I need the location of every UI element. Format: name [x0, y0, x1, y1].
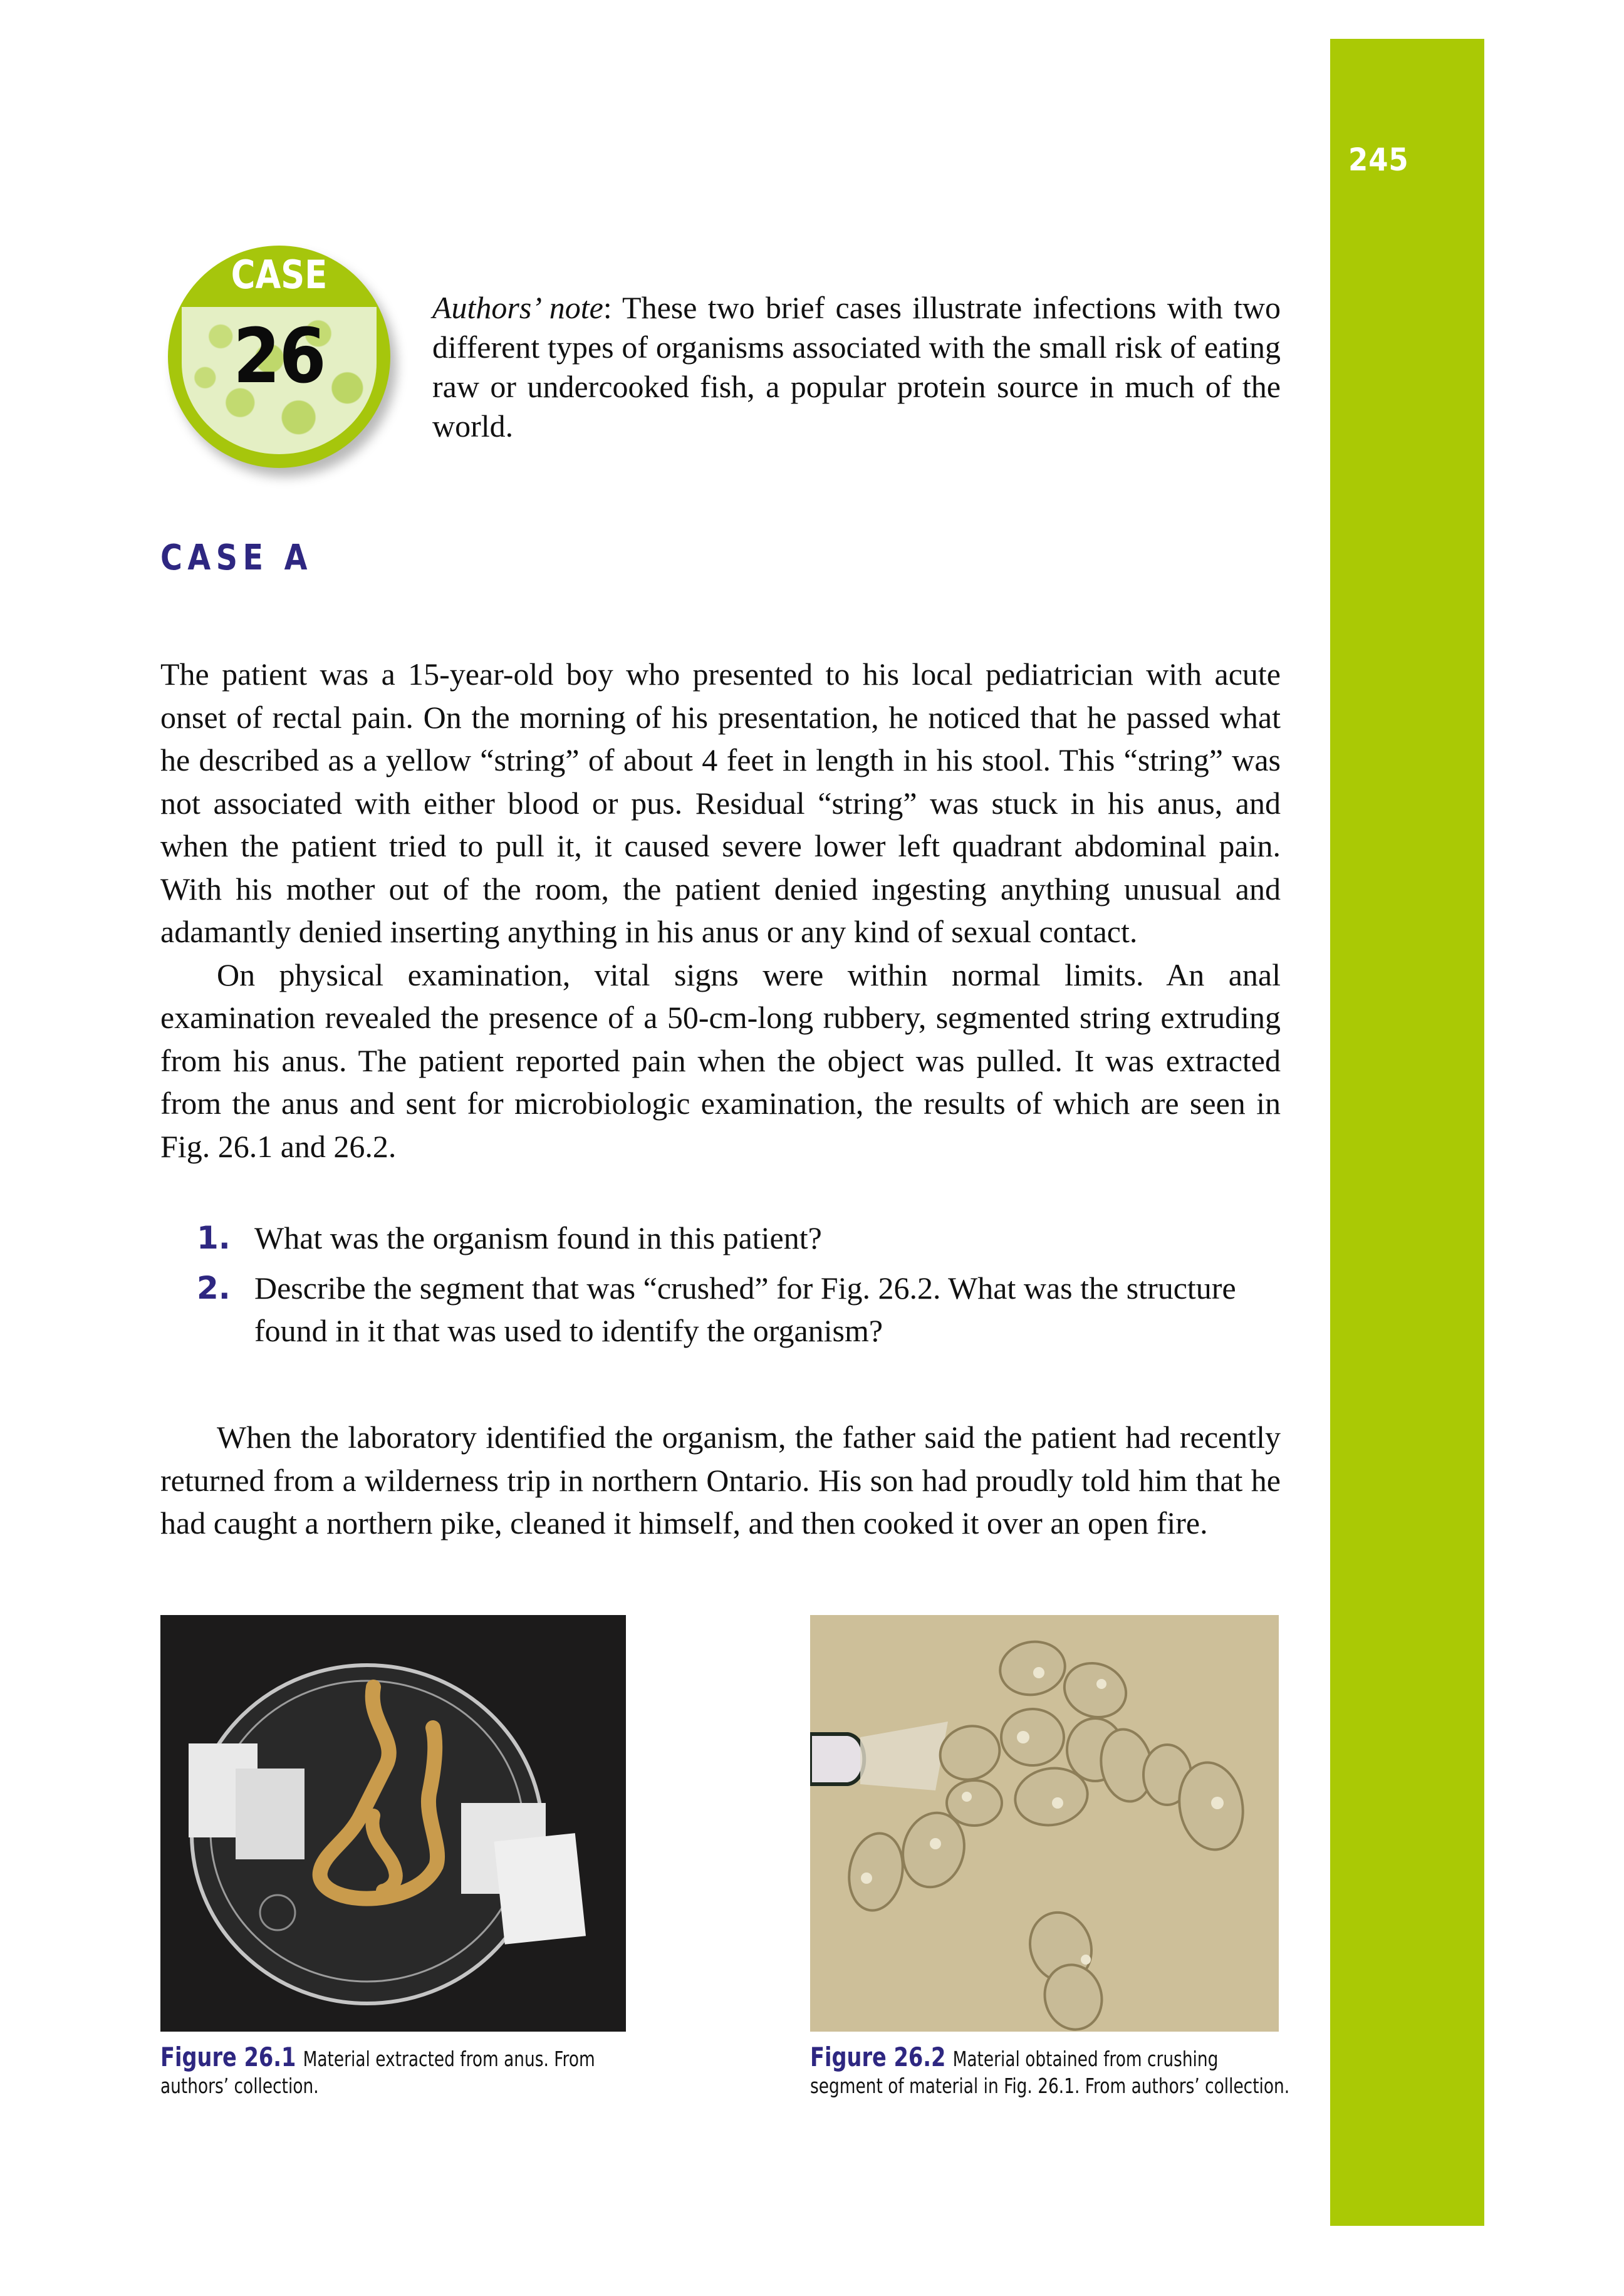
question-number: 1. [197, 1220, 231, 1256]
figure-label: Figure 26.1 [160, 2042, 296, 2072]
chapter-side-bar [1330, 39, 1484, 2226]
question-list [160, 1217, 1281, 1359]
authors-note [432, 288, 1281, 446]
figure-26-1-image [160, 1615, 626, 2032]
question-text: What was the organism found in this patient? [254, 1220, 822, 1255]
figure-26-2-image [810, 1615, 1279, 2032]
figure-26-2-caption [810, 2044, 1291, 2099]
question-number: 2. [197, 1270, 231, 1306]
paragraph: On physical examination, vital signs were within normal limits. An anal examination revealed the presence of a 50-cm-long rubbery, segmented string extruding from his anus. The patient reported pain when the object was pulled. It was extracted from the anus and sent for microbiologic examination, the results of which are seen in Fig. 26.1 and 26.2. [160, 957, 1281, 1164]
badge-label: CASE [231, 252, 328, 298]
question-item [160, 1267, 1281, 1352]
page-number: 245 [1348, 142, 1409, 178]
figure-26-1 [160, 1615, 626, 2032]
paragraph: The patient was a 15-year-old boy who presented to his local pediatrician with acute onset of rectal pain. On the morning of his presentation, he noticed that he passed what he described as a yellow “string” of about 4 feet in length in his stool. This “string” was not associated with either blood or pus. Residual “string” was stuck in his anus, and when the patient tried to pull it, it caused severe lower left quadrant abdominal pain. With his mother out of the room, the patient denied ingesting anything unusual and adamantly denied inserting anything in his anus or any kind of sexual contact. [160, 657, 1281, 949]
figure-26-2 [810, 1615, 1279, 2032]
paragraph: When the laboratory identified the organism, the father said the patient had recently returned from a wilderness trip in northern Ontario. His son had proudly told him that he had caught a northern pike, cleaned it himself, and then cooked it over an open fire. [160, 1420, 1281, 1540]
figure-caption-text: Material extracted from anus. From authors’ collection. [160, 2047, 595, 2098]
question-item [160, 1217, 1281, 1259]
case-a-heading: CASE A [160, 538, 313, 578]
question-text: Describe the segment that was “crushed” for Fig. 26.2. What was the structure found in it that was used to identify the organism? [254, 1270, 1236, 1348]
case-number: 26 [233, 313, 325, 400]
case-a-followup [160, 1416, 1281, 1545]
case-badge [168, 246, 390, 468]
case-a-body [160, 653, 1281, 1168]
microscopy-eggs-illustration [810, 1615, 1279, 2032]
figure-label: Figure 26.2 [810, 2042, 946, 2072]
authors-note-text: : These two brief cases illustrate infections with two different types of organisms associated with the small risk of eating raw or undercooked fish, a popular protein source in much of the world. [432, 290, 1281, 444]
authors-note-label: Authors’ note [432, 290, 603, 325]
figure-caption-text: Material obtained from crushing segment of material in Fig. 26.1. From authors’ collection. [810, 2047, 1290, 2098]
figure-26-1-caption [160, 2044, 652, 2099]
petri-dish-illustration [160, 1615, 626, 2032]
